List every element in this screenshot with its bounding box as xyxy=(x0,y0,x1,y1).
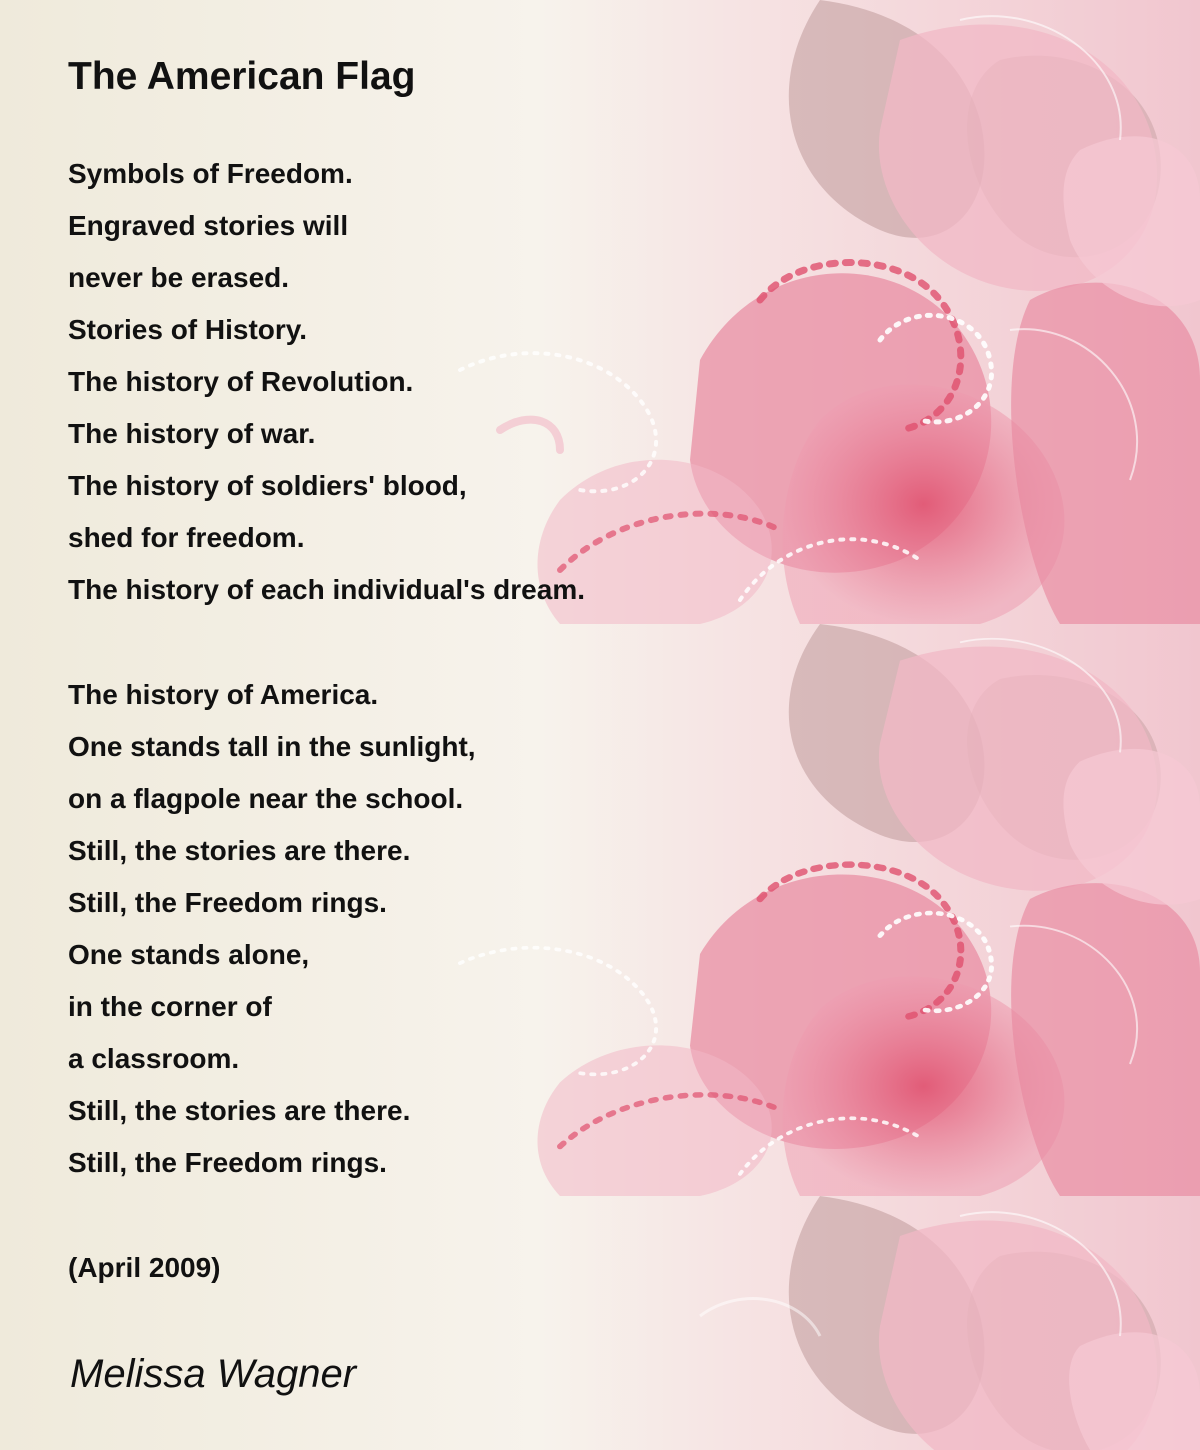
poem-line: on a flagpole near the school. xyxy=(68,783,464,814)
poem-line: Engraved stories will xyxy=(68,210,349,241)
poem-line: never be erased. xyxy=(68,262,290,293)
poem-line: One stands tall in the sunlight, xyxy=(68,731,476,762)
stanza-1 xyxy=(68,148,585,616)
poem-line: Still, the Freedom rings. xyxy=(68,887,387,918)
poem-line: Still, the stories are there. xyxy=(68,1095,411,1126)
poem-line: Symbols of Freedom. xyxy=(68,158,353,189)
poem-line: One stands alone, xyxy=(68,939,310,970)
poem-line: in the corner of xyxy=(68,991,272,1022)
poem-line: Still, the Freedom rings. xyxy=(68,1147,387,1178)
poem-line: The history of America. xyxy=(68,679,379,710)
poem-author: Melissa Wagner xyxy=(70,1352,357,1396)
poem-line: The history of war. xyxy=(68,418,316,449)
poem-line: Still, the stories are there. xyxy=(68,835,411,866)
poem-line: a classroom. xyxy=(68,1043,240,1074)
poem-line: The history of Revolution. xyxy=(68,366,414,397)
poem-title: The American Flag xyxy=(68,55,416,98)
stanza-2 xyxy=(68,669,476,1189)
poem-line: shed for freedom. xyxy=(68,522,305,553)
poem-line: The history of soldiers' blood, xyxy=(68,470,467,501)
poem-line: The history of each individual's dream. xyxy=(68,574,586,605)
poem-date: (April 2009) xyxy=(68,1252,221,1283)
poem-line: Stories of History. xyxy=(68,314,308,345)
